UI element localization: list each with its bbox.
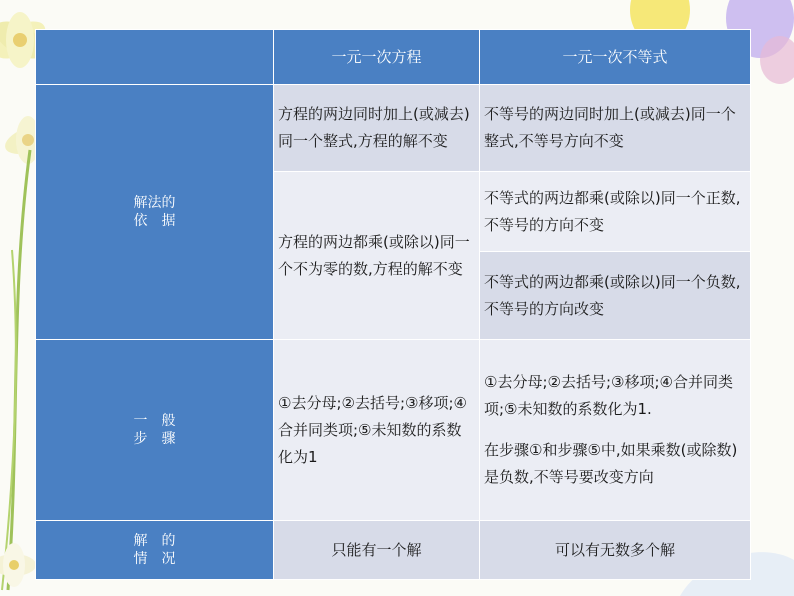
eq-steps: ①去分母;②去括号;③移项;④合并同类项;⑤未知数的系数化为1 bbox=[274, 340, 480, 521]
basis-row-1 bbox=[36, 85, 751, 172]
ineq-steps-list: ①去分母;②去括号;③移项;④合并同类项;⑤未知数的系数化为1. bbox=[484, 373, 733, 418]
row-label-basis-text: 解法的 依 据 bbox=[133, 195, 176, 229]
ineq-solutions: 可以有无数多个解 bbox=[480, 521, 751, 580]
flower-icon bbox=[0, 543, 36, 587]
balloon-icon bbox=[760, 36, 794, 84]
row-label-solutions-text: 解 的 情 况 bbox=[133, 533, 176, 567]
ineq-steps-note: 在步骤①和步骤⑤中,如果乘数(或除数)是负数,不等号要改变方向 bbox=[484, 441, 738, 486]
row-label-basis bbox=[36, 85, 274, 340]
header-linear-inequality: 一元一次不等式 bbox=[480, 30, 751, 85]
eq-solutions: 只能有一个解 bbox=[274, 521, 480, 580]
comparison-table bbox=[35, 29, 751, 580]
eq-mul-rule: 方程的两边都乘(或除以)同一个不为零的数,方程的解不变 bbox=[274, 172, 480, 340]
ineq-mul-positive-rule: 不等式的两边都乘(或除以)同一个正数,不等号的方向不变 bbox=[480, 172, 751, 252]
ineq-steps bbox=[480, 340, 751, 521]
row-label-solutions bbox=[36, 521, 274, 580]
header-row bbox=[36, 30, 751, 85]
header-linear-equation: 一元一次方程 bbox=[274, 30, 480, 85]
ineq-add-rule: 不等号的两边同时加上(或减去)同一个整式,不等号方向不变 bbox=[480, 85, 751, 172]
corner-cell bbox=[36, 30, 274, 85]
solutions-row bbox=[36, 521, 751, 580]
row-label-steps-text: 一 般 步 骤 bbox=[133, 413, 176, 447]
steps-row bbox=[36, 340, 751, 521]
ineq-mul-negative-rule: 不等式的两边都乘(或除以)同一个负数,不等号的方向改变 bbox=[480, 252, 751, 340]
eq-add-rule: 方程的两边同时加上(或减去)同一个整式,方程的解不变 bbox=[274, 85, 480, 172]
row-label-steps bbox=[36, 340, 274, 521]
